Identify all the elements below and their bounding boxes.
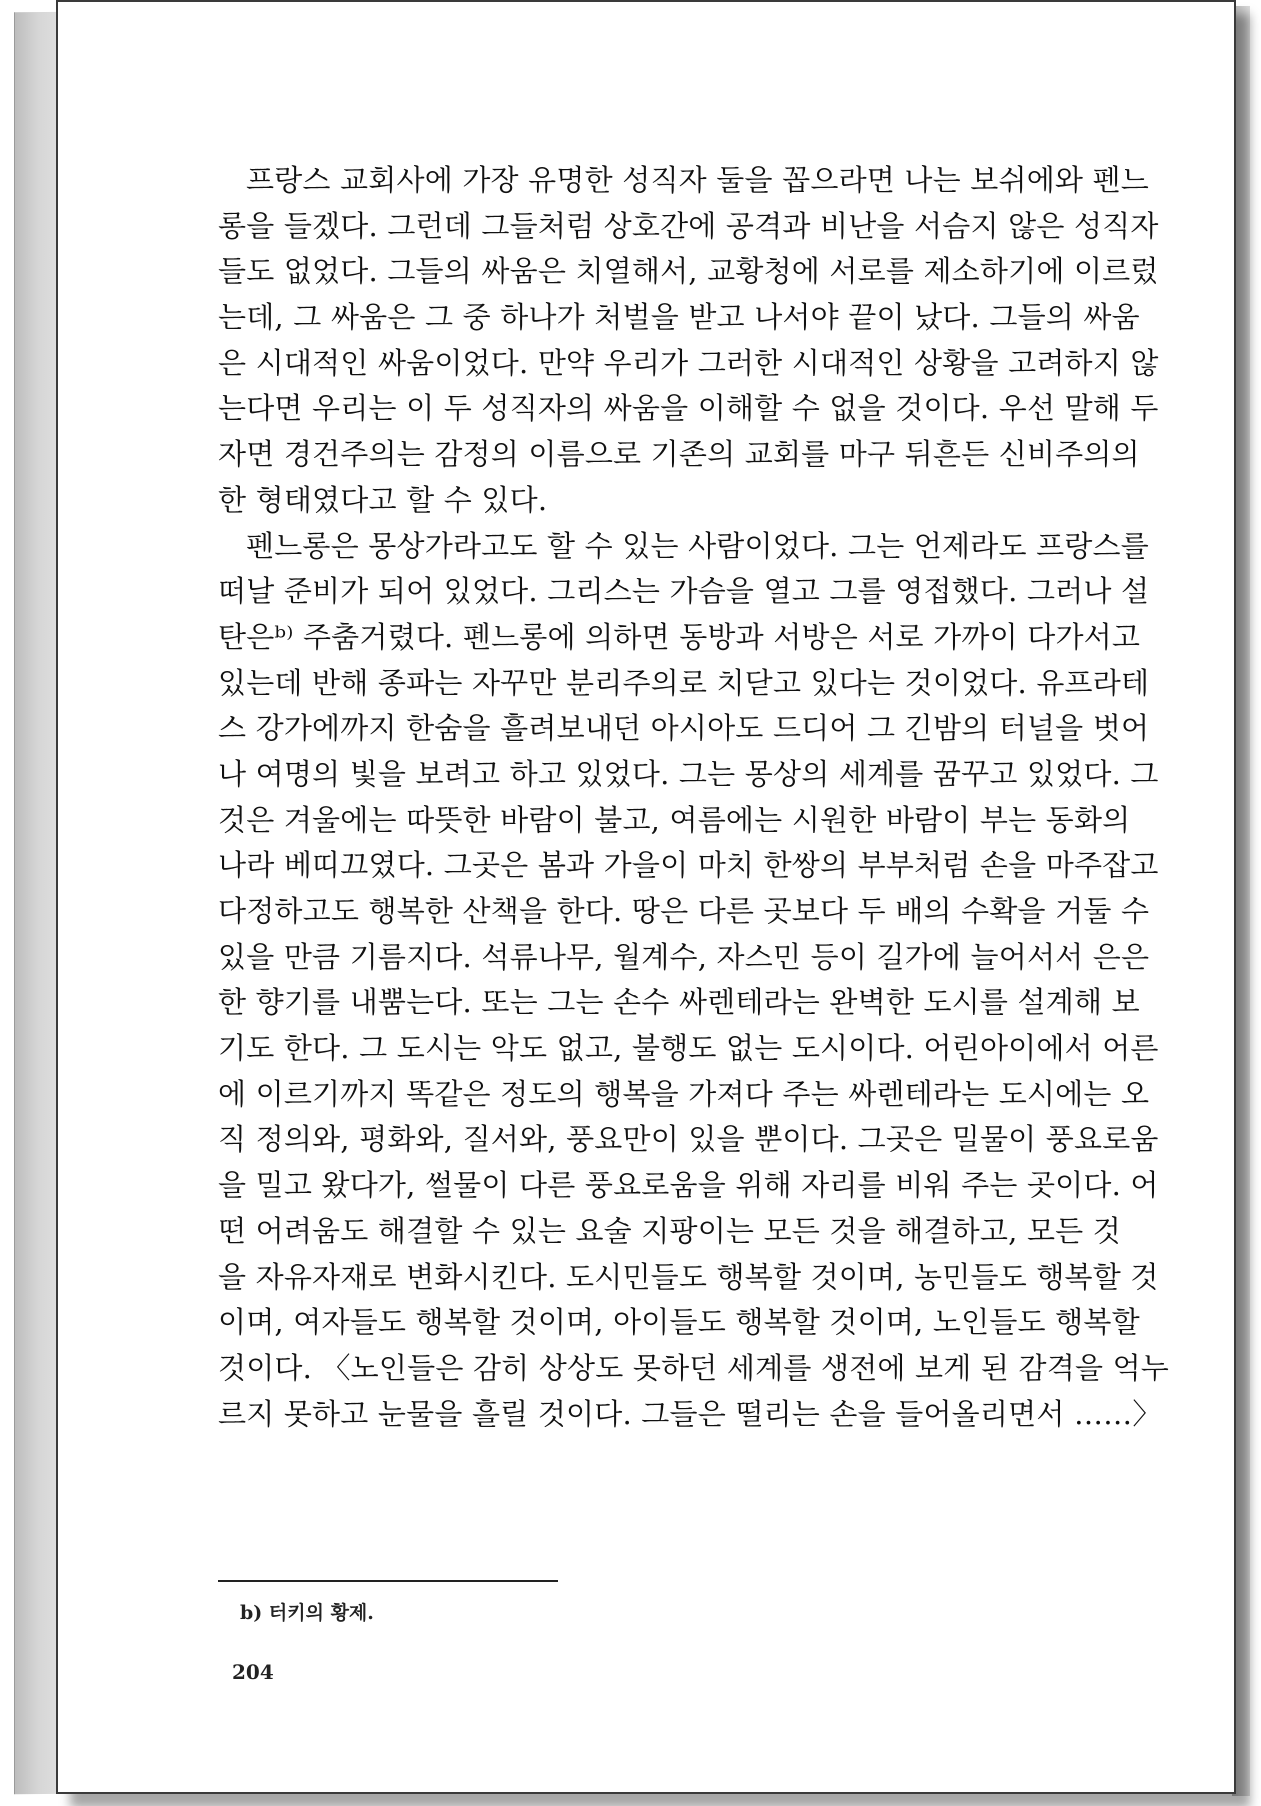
- paragraph-1: [218, 158, 1159, 524]
- text-line: 스 강가에까지 한숨을 흘려보내던 아시아도 드디어 그 긴밤의 터널을 벗어: [218, 711, 1150, 746]
- footnote: b) 터키의 황제.: [240, 1602, 374, 1624]
- text-line: 는다면 우리는 이 두 성직자의 싸움을 이해할 수 없을 것이다. 우선 말해 두: [218, 391, 1159, 426]
- text-line: 있는데 반해 종파는 자꾸만 분리주의로 치닫고 있다는 것이었다. 유프라테: [218, 665, 1150, 700]
- text-line: 펜느롱은 몽상가라고도 할 수 있는 사람이었다. 그는 언제라도 프랑스를: [246, 528, 1149, 563]
- text-line: 나 여명의 빛을 보려고 하고 있었다. 그는 몽상의 세계를 꿈꾸고 있었다. 그: [218, 756, 1159, 791]
- text-line: 한 향기를 내뿜는다. 또는 그는 손수 싸렌테라는 완벽한 도시를 설계해 보: [218, 985, 1140, 1020]
- text-line: 있을 만큼 기름지다. 석류나무, 월계수, 자스민 등이 길가에 늘어서서 은은: [218, 939, 1150, 974]
- text-line: 것은 겨울에는 따뜻한 바람이 불고, 여름에는 시원한 바람이 부는 동화의: [218, 802, 1131, 837]
- text-line: 자면 경건주의는 감정의 이름으로 기존의 교회를 마구 뒤흔든 신비주의의: [218, 437, 1140, 472]
- text-line: 프랑스 교회사에 가장 유명한 성직자 둘을 꼽으라면 나는 보쉬에와 펜느: [246, 163, 1149, 197]
- text-line: 을 자유자재로 변화시킨다. 도시민들도 행복할 것이며, 농민들도 행복할 것: [218, 1259, 1159, 1294]
- text-line: 르지 못하고 눈물을 흘릴 것이다. 그들은 떨리는 손을 들어올리면서 ……〉: [218, 1396, 1162, 1431]
- text-line: 을 밀고 왔다가, 썰물이 다른 풍요로움을 위해 자리를 비워 주는 곳이다. 어: [218, 1168, 1159, 1203]
- paragraph-2: [218, 524, 1170, 1438]
- text-line: 것이다. 〈노인들은 감히 상상도 못하던 세계를 생전에 보게 된 감격을 억누: [218, 1350, 1170, 1385]
- text-line: 이며, 여자들도 행복할 것이며, 아이들도 행복할 것이며, 노인들도 행복할: [218, 1305, 1140, 1340]
- text-line: 은 시대적인 싸움이었다. 만약 우리가 그러한 시대적인 상황을 고려하지 않: [218, 345, 1159, 380]
- page-number: 204: [232, 1660, 274, 1684]
- text-line: 나라 베띠끄였다. 그곳은 봄과 가을이 마치 한쌍의 부부처럼 손을 마주잡고: [218, 848, 1159, 883]
- text-line: 들도 없었다. 그들의 싸움은 치열해서, 교황청에 서로를 제소하기에 이르렀: [218, 254, 1159, 289]
- text-line: 기도 한다. 그 도시는 악도 없고, 불행도 없는 도시이다. 어린아이에서 어른: [218, 1031, 1159, 1066]
- text-line: 떠날 준비가 되어 있었다. 그리스는 가슴을 열고 그를 영접했다. 그러나 설: [218, 574, 1150, 609]
- text-line: 에 이르기까지 똑같은 정도의 행복을 가져다 주는 싸렌테라는 도시에는 오: [218, 1076, 1150, 1111]
- text-line: 탄은ᵇ⁾ 주춤거렸다. 펜느롱에 의하면 동방과 서방은 서로 가까이 다가서고: [218, 619, 1141, 654]
- text-line: 는데, 그 싸움은 그 중 하나가 처벌을 받고 나서야 끝이 났다. 그들의 싸움: [218, 300, 1140, 335]
- text-line: 다정하고도 행복한 산책을 한다. 땅은 다른 곳보다 두 배의 수확을 거둘 수: [218, 894, 1150, 928]
- body-text: [218, 158, 1170, 1437]
- footnote-divider: [218, 1580, 558, 1582]
- text-line: 직 정의와, 평화와, 질서와, 풍요만이 있을 뿐이다. 그곳은 밀물이 풍요로움: [218, 1122, 1159, 1157]
- text-line: 떤 어려움도 해결할 수 있는 요술 지팡이는 모든 것을 해결하고, 모든 것: [218, 1213, 1122, 1248]
- text-line: 롱을 들겠다. 그런데 그들처럼 상호간에 공격과 비난을 서슴지 않은 성직자: [218, 208, 1159, 243]
- text-line: 한 형태였다고 할 수 있다.: [218, 482, 548, 517]
